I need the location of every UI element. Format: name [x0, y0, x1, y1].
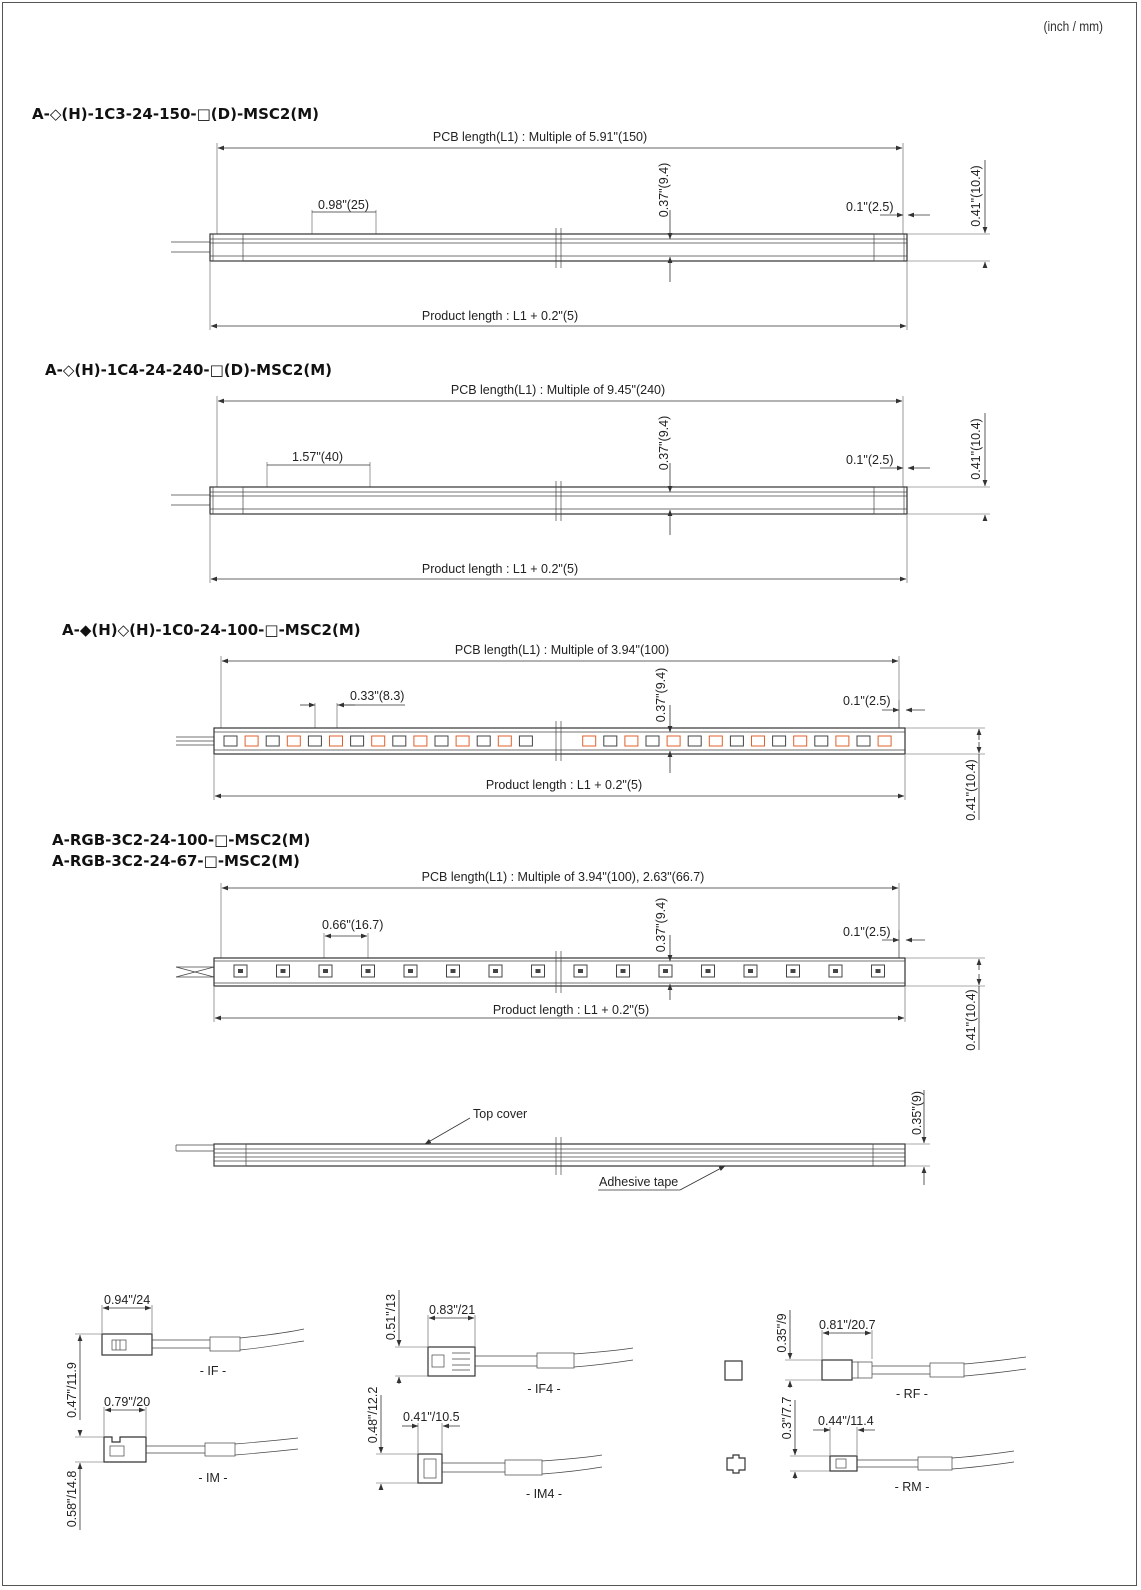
section-1-title: A-◇(H)-1C3-24-150-□(D)-MSC2(M) [32, 105, 319, 123]
rgb-led-core [791, 969, 796, 973]
section-2-title: A-◇(H)-1C4-24-240-□(D)-MSC2(M) [45, 361, 332, 379]
connector-if4 [384, 1290, 633, 1396]
led-strip [210, 487, 907, 514]
section-2-drawing [171, 383, 990, 583]
units-note: (inch / mm) [1043, 18, 1103, 34]
rf-width-label: 0.81"/20.7 [819, 1318, 876, 1332]
im4-connector-body [418, 1454, 442, 1483]
rm-end-view [727, 1455, 745, 1473]
end-gap-label: 0.1"(2.5) [846, 453, 894, 467]
rf-height-label: 0.35"/9 [775, 1313, 789, 1353]
rgb-led-core [621, 969, 626, 973]
im-height-label: 0.58"/14.8 [65, 1470, 79, 1528]
led-strip [214, 958, 905, 986]
pcb-length-label: PCB length(L1) : Multiple of 5.91"(150) [432, 130, 648, 144]
connector-rf [775, 1310, 1026, 1401]
end-gap-label: 0.1"(2.5) [843, 694, 891, 708]
rgb-led-core [748, 969, 753, 973]
inner-height-label: 0.37"(9.4) [654, 897, 668, 953]
led-strip [210, 234, 907, 261]
if4-connector-body [428, 1347, 475, 1376]
rf-connector-body [822, 1360, 852, 1380]
if-connector-body [102, 1334, 152, 1355]
rgb-led-core [493, 969, 498, 973]
inner-height-label: 0.37"(9.4) [657, 415, 671, 471]
rgb-led-core [876, 969, 881, 973]
rgb-led-core [366, 969, 371, 973]
rf-label: - RF - [896, 1387, 928, 1401]
pitch-label: 0.66"(16.7) [322, 918, 384, 932]
if4-height-label: 0.51"/13 [384, 1293, 398, 1341]
connector-im4 [366, 1387, 602, 1501]
rm-label: - RM - [894, 1480, 930, 1494]
rgb-led-core [408, 969, 413, 973]
rgb-led-core [536, 969, 541, 973]
product-length-label: Product length : L1 + 0.2"(5) [492, 1003, 650, 1017]
connector-rm [780, 1397, 1014, 1494]
end-gap-label: 0.1"(2.5) [846, 200, 894, 214]
section-4-drawing [176, 870, 985, 1051]
section-1-drawing [171, 130, 990, 330]
rgb-led-core [281, 969, 286, 973]
product-length-label: Product length : L1 + 0.2"(5) [421, 562, 579, 576]
im4-width-label: 0.41"/10.5 [403, 1410, 460, 1424]
adhesive-tape-label: Adhesive tape [599, 1175, 679, 1189]
pcb-length-label: PCB length(L1) : Multiple of 3.94"(100) [454, 643, 670, 657]
rgb-led-core [323, 969, 328, 973]
pitch-label: 0.33"(8.3) [350, 689, 405, 703]
section-3-drawing [176, 643, 985, 821]
rgb-led-core [238, 969, 243, 973]
outer-height-label: 0.41"(10.4) [964, 989, 978, 1051]
outer-height-label: 0.41"(10.4) [969, 418, 983, 480]
profile-body [214, 1144, 905, 1166]
end-gap-label: 0.1"(2.5) [843, 925, 891, 939]
if4-label: - IF4 - [527, 1382, 561, 1396]
product-length-label: Product length : L1 + 0.2"(5) [421, 309, 579, 323]
rgb-led-core [706, 969, 711, 973]
rgb-led-core [578, 969, 583, 973]
if-width-label: 0.94"/24 [104, 1293, 151, 1307]
adhesive-tape-leader [680, 1166, 725, 1190]
if4-width-label: 0.83"/21 [429, 1303, 476, 1317]
top-cover-leader [425, 1118, 470, 1144]
rgb-led-core [451, 969, 456, 973]
connector-im [65, 1395, 298, 1530]
rf-end-view [725, 1361, 742, 1380]
rm-height-label: 0.3"/7.7 [780, 1396, 794, 1440]
outer-height-label: 0.41"(10.4) [969, 165, 983, 227]
connector-if [65, 1293, 304, 1420]
outer-height-label: 0.41"(10.4) [964, 759, 978, 821]
thickness-label: 0.35"(9) [910, 1090, 924, 1136]
top-cover-label: Top cover [473, 1107, 528, 1121]
inner-height-label: 0.37"(9.4) [657, 162, 671, 218]
im-label: - IM - [198, 1471, 228, 1485]
pcb-length-label: PCB length(L1) : Multiple of 3.94"(100), 2.63"(66.7) [421, 870, 705, 884]
pitch-label: 0.98"(25) [318, 198, 369, 212]
section-4-title-a: A-RGB-3C2-24-100-□-MSC2(M) [52, 831, 311, 849]
im-width-label: 0.79"/20 [104, 1395, 151, 1409]
im4-height-label: 0.48"/12.2 [366, 1386, 380, 1444]
if-label: - IF - [199, 1364, 227, 1378]
section-4-title-b: A-RGB-3C2-24-67-□-MSC2(M) [52, 852, 300, 870]
pitch-label: 1.57"(40) [292, 450, 343, 464]
side-view-drawing [176, 1090, 930, 1190]
if-height-label: 0.47"/11.9 [65, 1362, 79, 1418]
product-length-label: Product length : L1 + 0.2"(5) [485, 778, 643, 792]
rgb-led-core [663, 969, 668, 973]
im4-label: - IM4 - [525, 1487, 563, 1501]
section-3-title: A-◆(H)◇(H)-1C0-24-100-□-MSC2(M) [62, 621, 361, 639]
rm-width-label: 0.44"/11.4 [818, 1414, 874, 1428]
inner-height-label: 0.37"(9.4) [654, 667, 668, 723]
rgb-led-core [833, 969, 838, 973]
rm-connector-body [830, 1456, 857, 1471]
pcb-length-label: PCB length(L1) : Multiple of 9.45"(240) [450, 383, 666, 397]
